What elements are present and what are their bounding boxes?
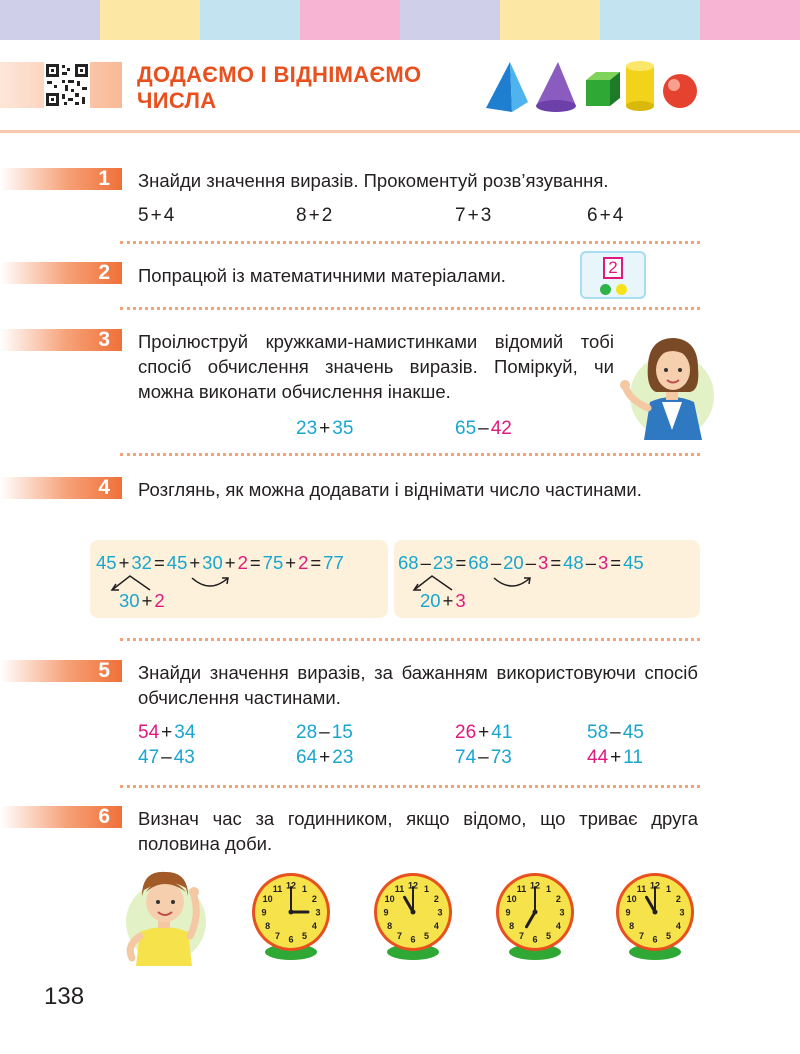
clock-number: 9 (383, 907, 389, 918)
girl-illustration (616, 330, 716, 442)
red-sphere-icon (663, 74, 697, 108)
task-text: Визнач час за годинником, якщо відомо, що триває друга половина доби. (138, 808, 698, 854)
clock-number: 12 (285, 880, 297, 891)
task-text: Знайди значення виразів. Прокоментуй розв’язування. (138, 170, 609, 191)
clock-number: 4 (675, 921, 681, 931)
dotted-divider (120, 453, 700, 456)
yellow-cylinder-icon (626, 61, 654, 111)
clock-number: 4 (311, 921, 317, 931)
title-line-1: ДОДАЄМО І ВІДНІМАЄМО (137, 62, 422, 87)
clock-icon (496, 873, 574, 960)
task-number: 4 (98, 476, 110, 499)
clock-number: 10 (506, 894, 517, 904)
clock-number: 6 (410, 934, 416, 945)
clock-number: 3 (315, 907, 321, 918)
addition-chain: 45 + 32 = 45 + 30 + 2 = 75 + 2 = 77 (96, 552, 344, 573)
green-dot-icon (600, 284, 611, 295)
expression: 74 – 73 (455, 747, 512, 768)
clock-number: 3 (437, 907, 443, 918)
task-number: 2 (98, 261, 110, 284)
clock-number: 7 (274, 930, 281, 941)
clock-number: 11 (636, 884, 647, 895)
strip-segment (700, 0, 800, 40)
strip-segment (200, 0, 300, 40)
task-marker (0, 262, 122, 284)
strip-segment (400, 0, 500, 40)
clock-number: 8 (265, 921, 271, 931)
clock-number: 5 (545, 930, 552, 941)
split-arrows (402, 570, 542, 596)
task-marker (0, 660, 122, 682)
geometric-shapes-illustration (484, 58, 700, 118)
dotted-divider (120, 785, 700, 788)
dotted-divider (120, 307, 700, 310)
yellow-dot-icon (616, 284, 627, 295)
expression: 65 – 42 (455, 418, 512, 439)
clock-number: 2 (433, 894, 439, 904)
clock-number: 5 (423, 930, 430, 941)
clock-number: 7 (518, 930, 525, 941)
task-number: 1 (98, 167, 110, 190)
task-marker (0, 168, 122, 190)
clock-number: 10 (626, 894, 637, 904)
expression: 6 + 4 (587, 205, 624, 226)
clocks-row (0, 870, 800, 962)
clock-number: 5 (301, 930, 308, 941)
expression: 44 + 11 (587, 747, 643, 768)
subtraction-chain: 68 – 23 = 68 – 20 – 3 = 48 – 3 = 45 (398, 552, 644, 573)
expression: 8 + 2 (296, 205, 333, 226)
strip-segment (500, 0, 600, 40)
task-marker (0, 329, 122, 351)
clock-icon (374, 873, 452, 960)
clock-number: 1 (665, 884, 672, 895)
expression: 7 + 3 (455, 205, 492, 226)
expression: 64 + 23 (296, 747, 354, 768)
clock-number: 6 (288, 934, 294, 945)
clock-number: 10 (262, 894, 273, 904)
card-digit: 2 (603, 257, 623, 279)
clock-number: 4 (433, 921, 439, 931)
clock-number: 1 (301, 884, 308, 895)
task-text: Розглянь, як можна додавати і віднімати число частинами. (138, 479, 642, 500)
strip-segment (100, 0, 200, 40)
clock-number: 5 (665, 930, 672, 941)
clock-number: 7 (638, 930, 645, 941)
clock-number: 6 (532, 934, 538, 945)
expression: 28 – 15 (296, 722, 353, 743)
task-text: Знайди значення виразів, за бажанням використовуючи спосіб обчислення частинами. (138, 662, 698, 708)
blue-pyramid-icon (486, 62, 528, 112)
clock-number: 8 (509, 921, 515, 931)
subtraction-split: 20 + 3 (420, 590, 466, 611)
clock-number: 7 (396, 930, 403, 941)
green-cube-icon (586, 72, 620, 106)
page-number: 138 (44, 983, 85, 1010)
clock-number: 6 (652, 934, 658, 945)
clock-number: 8 (629, 921, 635, 931)
clock-number: 1 (423, 884, 430, 895)
task-number: 5 (98, 659, 110, 682)
dotted-divider (120, 241, 700, 244)
task-number: 6 (98, 805, 110, 828)
strip-segment (300, 0, 400, 40)
clock-number: 12 (529, 880, 541, 891)
page-title (137, 62, 467, 114)
top-color-strip (0, 0, 800, 40)
expression: 47 – 43 (138, 747, 195, 768)
clock-number: 1 (545, 884, 552, 895)
purple-cone-icon (536, 62, 576, 112)
task-number: 3 (98, 328, 110, 351)
clock-number: 9 (505, 907, 511, 918)
clock-number: 2 (555, 894, 561, 904)
split-arrows (100, 570, 240, 596)
clock-icon (616, 873, 694, 960)
clock-number: 3 (679, 907, 685, 918)
strip-segment (0, 0, 100, 40)
title-divider (0, 130, 800, 133)
clock-number: 9 (625, 907, 631, 918)
clock-number: 2 (311, 894, 317, 904)
expression: 5 + 4 (138, 205, 175, 226)
title-line-2: ЧИСЛА (137, 88, 217, 113)
expression: 58 – 45 (587, 722, 644, 743)
expression: 54 + 34 (138, 722, 196, 743)
clock-number: 11 (516, 884, 527, 895)
clock-number: 4 (555, 921, 561, 931)
clock-icon (252, 873, 330, 960)
task-marker (0, 477, 122, 499)
math-materials-card[interactable] (580, 251, 646, 299)
expression: 23 + 35 (296, 418, 354, 439)
clock-number: 3 (559, 907, 565, 918)
clock-number: 12 (407, 880, 419, 891)
strip-segment (600, 0, 700, 40)
clock-number: 10 (384, 894, 395, 904)
task-text: Проілюструй кружками-намистинками відомий тобі спосіб обчислення значень виразів. Поміркуй, чи можна виконати обчислення інакше. (138, 331, 614, 402)
clock-number: 11 (272, 884, 283, 895)
qr-code-icon[interactable] (44, 62, 90, 108)
clock-number: 11 (394, 884, 405, 895)
expression: 26 + 41 (455, 722, 513, 743)
clock-number: 2 (675, 894, 681, 904)
task-text: Попрацюй із математичними матеріалами. (138, 265, 506, 286)
task-marker (0, 806, 122, 828)
clock-number: 12 (649, 880, 661, 891)
dotted-divider (120, 638, 700, 641)
clock-number: 8 (387, 921, 393, 931)
clock-number: 9 (261, 907, 267, 918)
addition-split: 30 + 2 (119, 590, 165, 611)
